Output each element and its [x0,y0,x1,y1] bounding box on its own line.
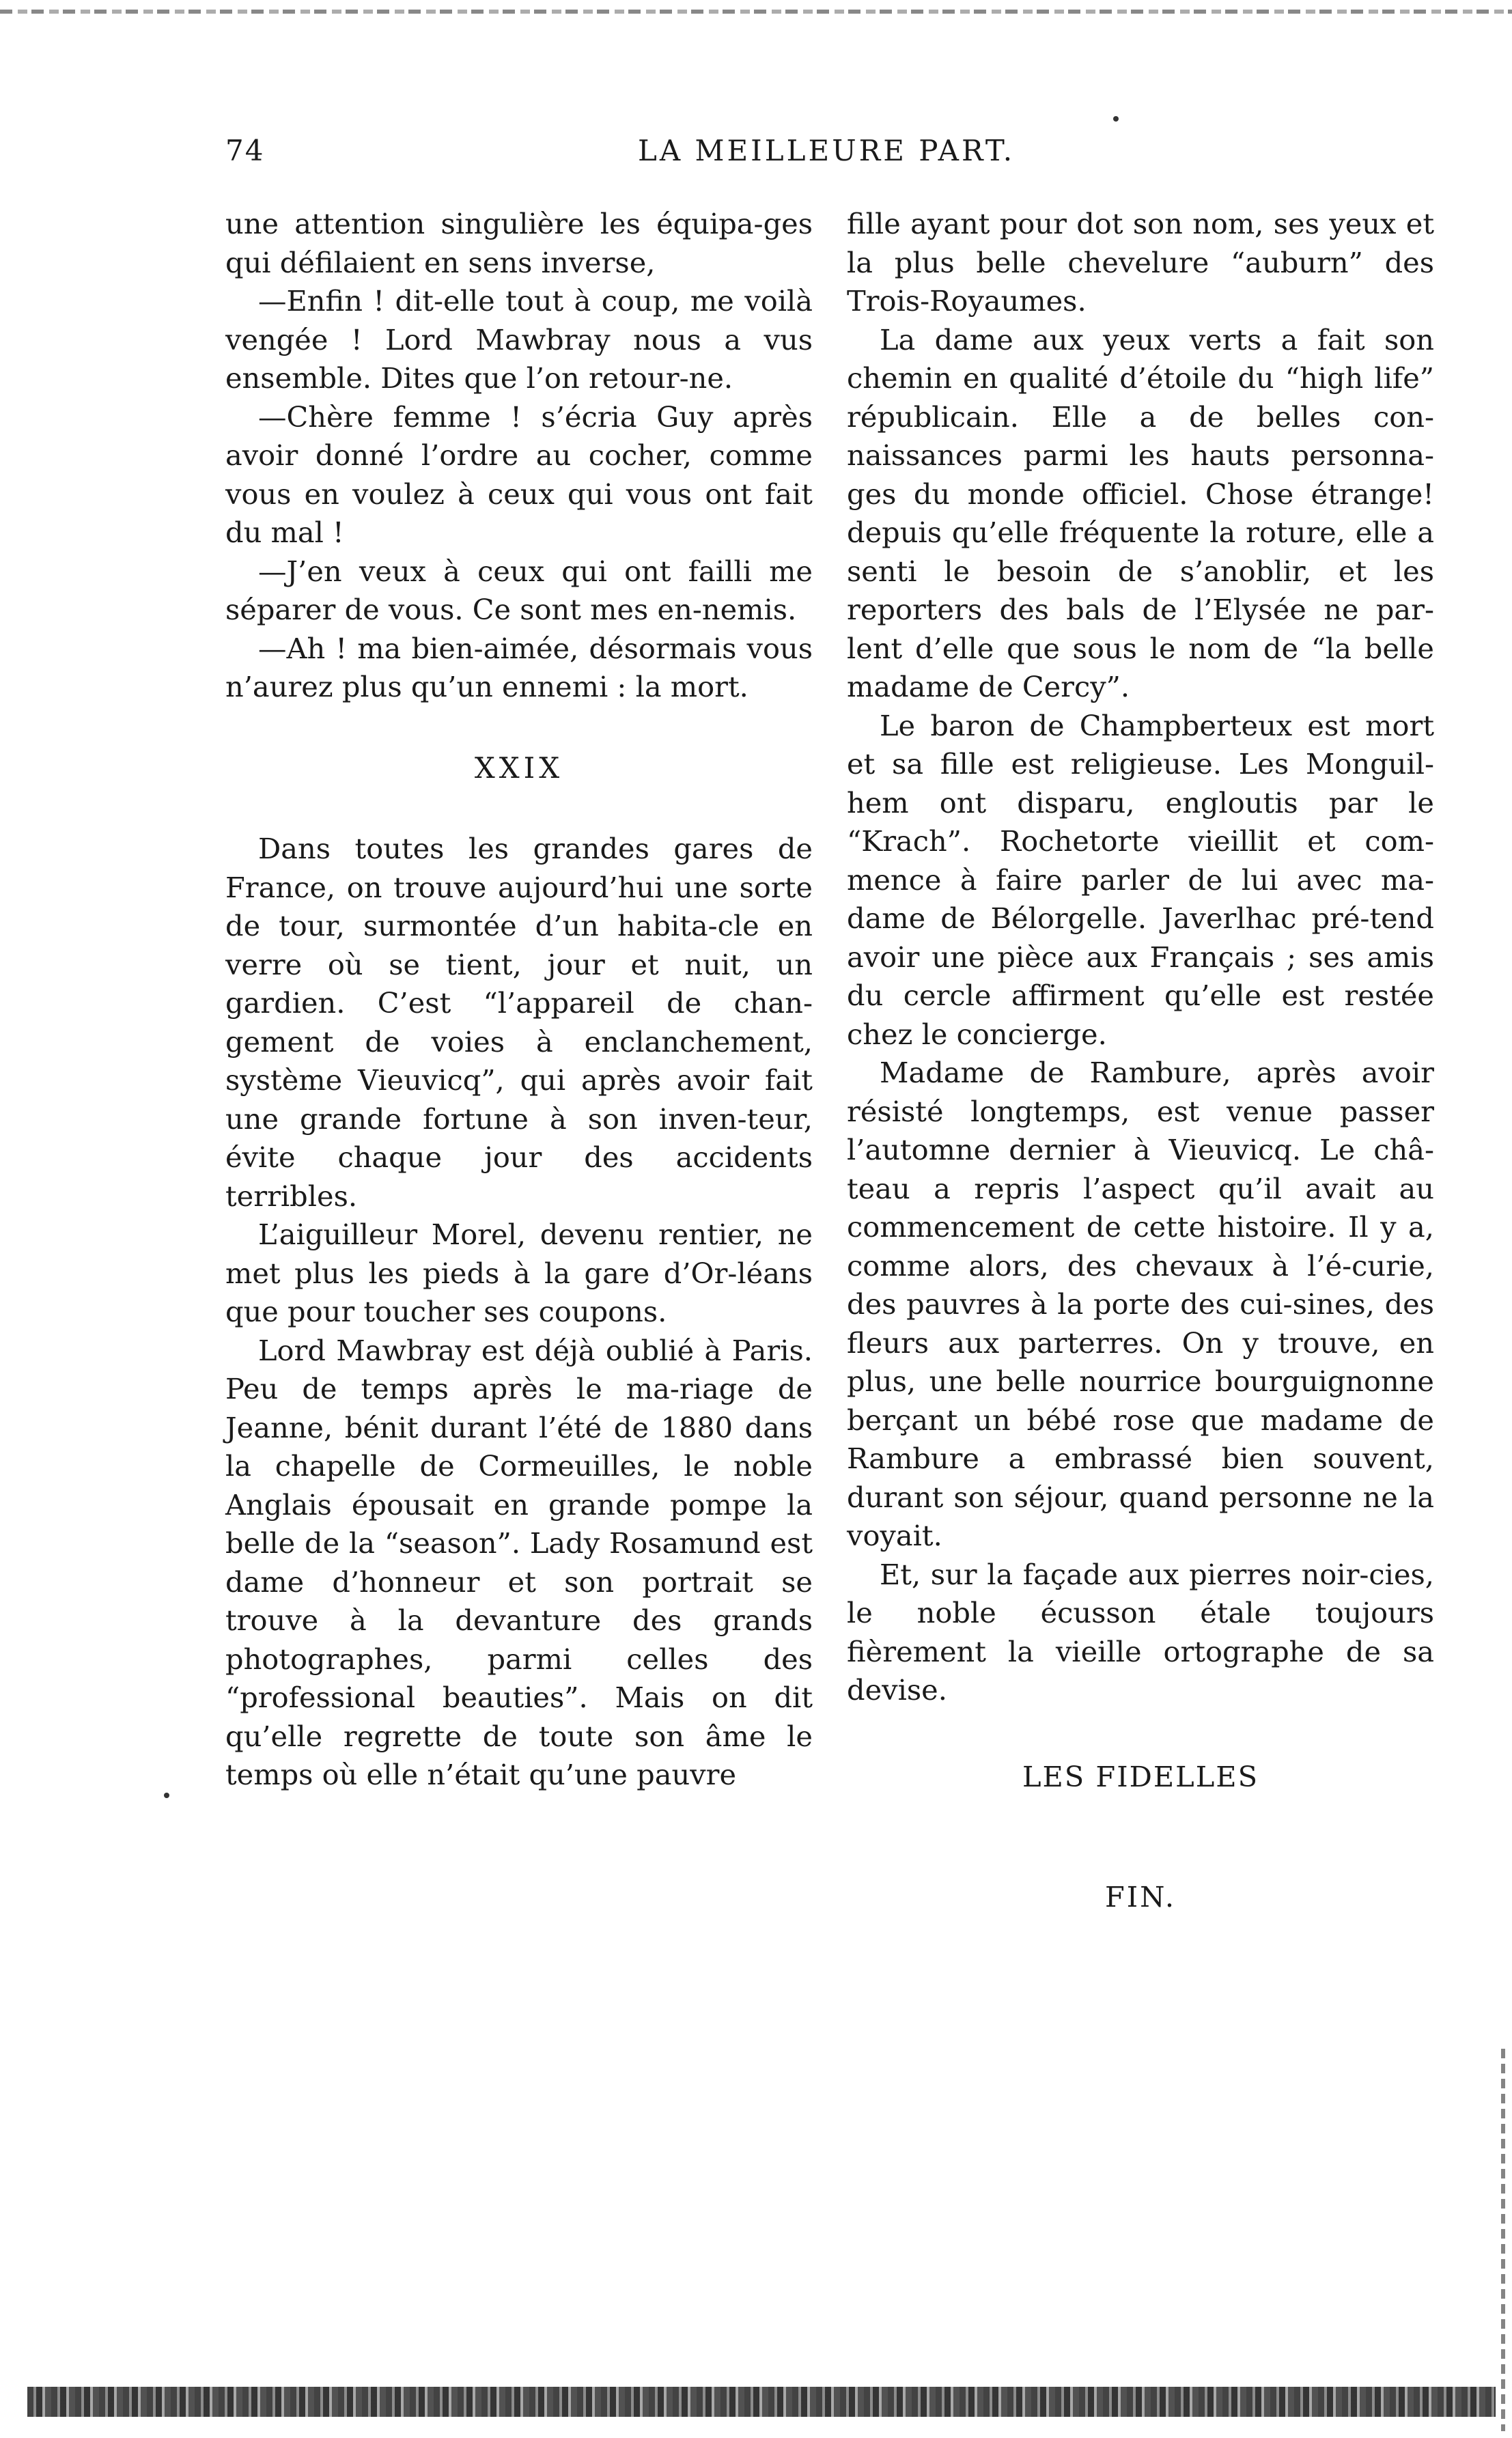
paragraph: —Enfin ! dit-elle tout à coup, me voilà vengée ! Lord Mawbray nous a vus ensemble. Dites que l’on retour-ne. [225,284,813,395]
running-title: LA MEILLEURE PART. [637,134,1016,167]
closing-fin: FIN. [1104,1880,1177,1914]
paragraph: Lord Mawbray est déjà oublié à Paris. Peu de temps après le ma-riage de Jeanne, bénit durant l’été de 1880 dans la chapelle de Cormeuilles, le noble Anglais épousait en grande pompe la belle de la “season”. Lady Rosamund est dame d’honneur et son portrait se trouve à la devanture des grands photographes, parmi celles des “professional beauties”. Mais on dit qu’elle regrette de toute son âme le temps où elle n’était qu’une pauvre [225,1333,813,1791]
paragraph: —Ah ! ma bien-aimée, désormais vous n’aurez plus qu’un ennemi : la mort. [225,631,813,703]
paragraph: Le baron de Champberteux est mort et sa fille est religieuse. Les Monguil-hem ont disparu, engloutis par le “Krach”. Rochetorte vieillit et com-mence à faire parler de lui avec ma-dame de Bélorgelle. Javerlhac pré-tend avoir une pièce aux Français ; ses amis du cercle affirment qu’elle est restée chez le concierge. [847,708,1434,1051]
closing-label: LES FIDELLES [1022,1759,1259,1793]
section-heading: XXIX [474,751,564,785]
paragraph: —Chère femme ! s’écria Guy après avoir donné l’ordre au cocher, comme vous en voulez à ceux qui vous ont fait du mal ! [225,400,813,549]
top-scan-edge [0,10,1512,14]
paragraph: Madame de Rambure, après avoir résisté longtemps, est venue passer l’automne dernier à Vieuvicq. Le châ-teau a repris l’aspect qu’il avait au commencement de cette histoire. Il y a, comme alors, des chevaux à l’é-curie, des pauvres à la porte des cui-sines, des fleurs aux parterres. On y trouve, en plus, une belle nourrice bourguignonne berçant un bébé rose que madame de Rambure a embrassé bien souvent, durant son séjour, quand personne ne la voyait. [847,1056,1434,1552]
left-column [225,205,813,1795]
paragraph: Et, sur la façade aux pierres noir-cies, le noble écusson étale toujours fièrement la vieille ortographe de sa devise. [847,1557,1434,1707]
scan-speck [1113,116,1119,122]
right-scan-edge [1501,2049,1505,2431]
page-number: 74 [225,134,265,167]
scan-speck [164,1793,169,1798]
paragraph: La dame aux yeux verts a fait son chemin en qualité d’étoile du “high life” républicain. Elle a de belles con-naissances parmi les hauts personna-ges du monde officiel. Chose étrange! depuis qu’elle fréquente la roture, elle a senti le besoin de s’anoblir, et les reporters des bals de l’Elysée ne par-lent d’elle que sous le nom de “la belle madame de Cercy”. [847,322,1434,703]
right-column [847,205,1434,1917]
bottom-scan-strip [27,2387,1496,2417]
paragraph: une attention singulière les équipa-ges qui défilaient en sens inverse, [225,207,813,279]
paragraph: Dans toutes les grandes gares de France, on trouve aujourd’hui une sorte de tour, surmontée d’un habita-cle en verre où se tient, jour et nuit, un gardien. C’est “l’appareil de chan-gement de voies à enclanchement, système Vieuvicq”, qui après avoir fait une grande fortune à son inven-teur, évite chaque jour des accidents terribles. [225,832,813,1213]
paragraph: —J’en veux à ceux qui ont failli me séparer de vous. Ce sont mes en-nemis. [225,554,813,626]
paragraph: fille ayant pour dot son nom, ses yeux et la plus belle chevelure “auburn” des Trois-Royaumes. [847,207,1434,318]
paragraph: L’aiguilleur Morel, devenu rentier, ne met plus les pieds à la gare d’Or-léans que pour toucher ses coupons. [225,1218,813,1328]
page-header [225,134,1427,175]
